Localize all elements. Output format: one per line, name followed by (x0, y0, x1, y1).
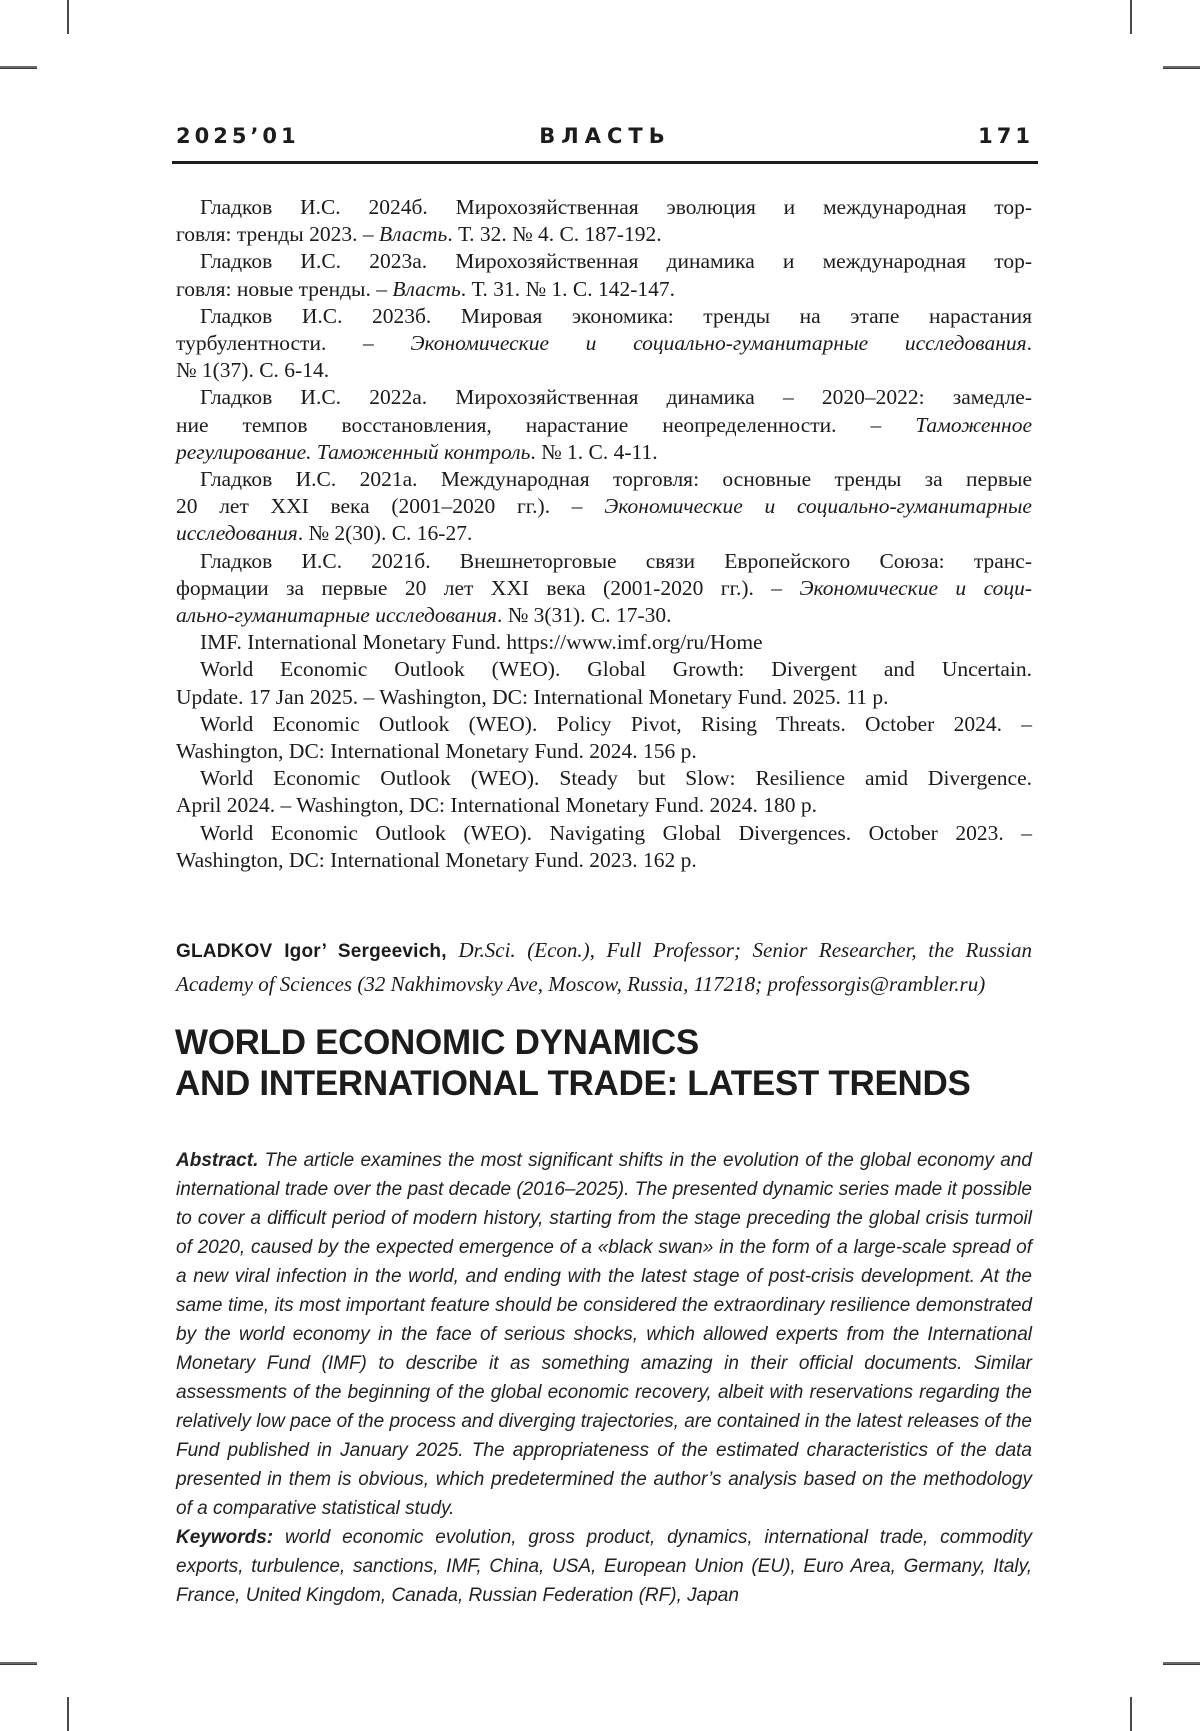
reference-text: Washington, DC: International Monetary Fund. 2023. 162 p. (176, 847, 697, 872)
reference-text: World Economic Outlook (WEO). Navigating Global Divergences. October 2023. – (200, 820, 1032, 845)
reference-line (176, 820, 1032, 847)
reference-text: World Economic Outlook (WEO). Policy Pivot, Rising Threats. October 2024. – (200, 711, 1032, 736)
crop-mark-bottom-right-vertical-icon (1130, 1697, 1132, 1731)
reference-journal-name: Экономические и социально-гуманитарные исследования (410, 331, 1027, 356)
reference-text: IMF. International Monetary Fund. https://www.imf.org/ru/Home (200, 630, 763, 655)
reference-text: ние темпов восстановления, нарастание неопределенности. – (176, 412, 916, 437)
abstract-text: The article examines the most significant shifts in the evolution of the global economy and international trade over the past decade (2016–2025). The presented dynamic series made it possible to cover a difficult period of modern history, starting from the stage preceding the global crisis turmoil of 2020, caused by the expected emergence of a «black swan» in the form of a large-scale spread of a new viral infection in the world, and ending with the latest stage of post-crisis development. At the same time, its most important feature should be considered the extraordinary resilience demonstrated by the world economy in the face of serious shocks, which allowed experts from the International Monetary Fund (IMF) to describe it as something amazing in their official documents. Similar assessments of the beginning of the global economic recovery, albeit with reservations regarding the relatively low pace of the process and diverging trajectories, are contained in the latest releases of the Fund published in January 2025. The appropriateness of the estimated characteristics of the data presented in them is obvious, which predetermined the author’s analysis based on the methodology of a comparative statistical study. (176, 1150, 1032, 1519)
reference-text: . № 3(31). С. 17-30. (496, 603, 672, 628)
reference-text: World Economic Outlook (WEO). Global Growth: Divergent and Uncertain. (200, 657, 1032, 682)
references-list (176, 194, 1032, 874)
reference-line (176, 548, 1032, 575)
reference-line (176, 629, 1032, 656)
reference-line (176, 357, 1032, 384)
reference-text: Update. 17 Jan 2025. – Washington, DC: International Monetary Fund. 2025. 11 p. (176, 684, 889, 709)
crop-mark-top-left-horizontal-icon (0, 66, 37, 68)
abstract-paragraph (176, 1146, 1032, 1523)
abstract-label: Abstract. (176, 1150, 265, 1171)
reference-line (176, 303, 1032, 330)
reference-text: Гладков И.С. 2021а. Международная торговля: основные тренды за первые (200, 467, 1032, 492)
reference-line (176, 493, 1032, 520)
reference-line (176, 684, 1032, 711)
reference-journal-name: исследования (176, 521, 298, 546)
reference-line (176, 276, 1032, 303)
journal-issue: 2025’01 (176, 124, 300, 148)
keywords-label: Keywords: (176, 1527, 285, 1548)
reference-text: Гладков И.С. 2023б. Мировая экономика: тренды на этапе нарастания (200, 303, 1032, 328)
abstract-section (176, 1146, 1032, 1610)
reference-text: говля: тренды 2023. – (176, 222, 379, 247)
reference-text: турбулентности. – (176, 331, 411, 356)
reference-text: Washington, DC: International Monetary Fund. 2024. 156 p. (176, 739, 697, 764)
reference-line (176, 792, 1032, 819)
reference-text: 20 лет XXI века (2001–2020 гг.). – (176, 494, 605, 519)
reference-line (176, 520, 1032, 547)
reference-text: . № 2(30). С. 16-27. (297, 521, 473, 546)
crop-mark-top-right-horizontal-icon (1163, 66, 1200, 68)
reference-line (176, 765, 1032, 792)
crop-mark-top-right-vertical-icon (1130, 0, 1132, 34)
reference-journal-name: Экономические и соци- (799, 575, 1032, 600)
crop-mark-bottom-left-horizontal-icon (0, 1662, 37, 1664)
reference-line (176, 384, 1032, 411)
reference-journal-name: регулирование. Таможенный контроль (176, 439, 531, 464)
reference-text: . Т. 31. № 1. С. 142-147. (460, 276, 675, 301)
reference-text: говля: новые тренды. – (176, 276, 393, 301)
reference-text: Гладков И.С. 2021б. Внешнеторговые связи Европейского Союза: транс- (200, 548, 1032, 573)
keywords-paragraph (176, 1523, 1032, 1610)
reference-text: . № 1. С. 4-11. (530, 439, 658, 464)
page-number: 171 (978, 124, 1034, 148)
reference-line (176, 221, 1032, 248)
reference-line (176, 439, 1032, 466)
reference-line (176, 412, 1032, 439)
reference-journal-name: Таможенное (915, 412, 1032, 437)
author-block (176, 934, 1032, 1001)
reference-line (176, 847, 1032, 874)
running-head (176, 124, 1034, 156)
author-name: GLADKOV Igor’ Sergeevich, (176, 941, 459, 962)
article-title-line2: AND INTERNATIONAL TRADE: LATEST TRENDS (175, 1064, 971, 1103)
reference-text: № 1(37). С. 6-14. (176, 358, 330, 383)
reference-text: . (1026, 331, 1032, 356)
reference-line (176, 248, 1032, 275)
reference-line (176, 602, 1032, 629)
reference-text: Гладков И.С. 2023а. Мирохозяйственная динамика и международная тор- (200, 249, 1032, 274)
reference-line (176, 330, 1032, 357)
reference-text: Гладков И.С. 2022а. Мирохозяйственная динамика – 2020–2022: замедле- (200, 385, 1032, 410)
reference-line (176, 194, 1032, 221)
reference-line (176, 656, 1032, 683)
reference-line (176, 738, 1032, 765)
crop-mark-bottom-right-horizontal-icon (1163, 1662, 1200, 1664)
reference-journal-name: Экономические и социально-гуманитарные (604, 494, 1032, 519)
article-title-line1: WORLD ECONOMIC DYNAMICS (175, 1023, 699, 1062)
reference-text: формации за первые 20 лет XXI века (2001-2020 гг.). – (176, 575, 800, 600)
header-rule (172, 161, 1038, 164)
reference-journal-name: ально-гуманитарные исследования (176, 603, 497, 628)
reference-text: April 2024. – Washington, DC: International Monetary Fund. 2024. 180 p. (176, 793, 818, 818)
reference-journal-name: Власть (392, 276, 461, 301)
journal-title: ВЛАСТЬ (539, 124, 671, 148)
author-affiliation: Dr.Sci. (Econ.), Full Professor; Senior Researcher, the Russian Academy of Sciences (32 Nakhimovsky Ave, Moscow, Russia, 117218; professorgis@rambler.ru) (176, 938, 1032, 996)
keywords-text: world economic evolution, gross product, dynamics, international trade, commodity exports, turbulence, sanctions, IMF, China, USA, European Union (EU), Euro Area, Germany, Italy, France, United Kingdom, Canada, Russian Federation (RF), Japan (176, 1527, 1032, 1606)
reference-text: World Economic Outlook (WEO). Steady but Slow: Resilience amid Divergence. (200, 766, 1032, 791)
reference-text: Гладков И.С. 2024б. Мирохозяйственная эволюция и международная тор- (200, 195, 1032, 219)
reference-journal-name: Власть (378, 222, 448, 247)
article-title (175, 1022, 1115, 1104)
reference-text: . Т. 32. № 4. С. 187-192. (447, 222, 662, 247)
reference-line (176, 466, 1032, 493)
crop-mark-bottom-left-vertical-icon (67, 1697, 69, 1731)
reference-line (176, 711, 1032, 738)
reference-line (176, 575, 1032, 602)
crop-mark-top-left-vertical-icon (67, 0, 69, 34)
